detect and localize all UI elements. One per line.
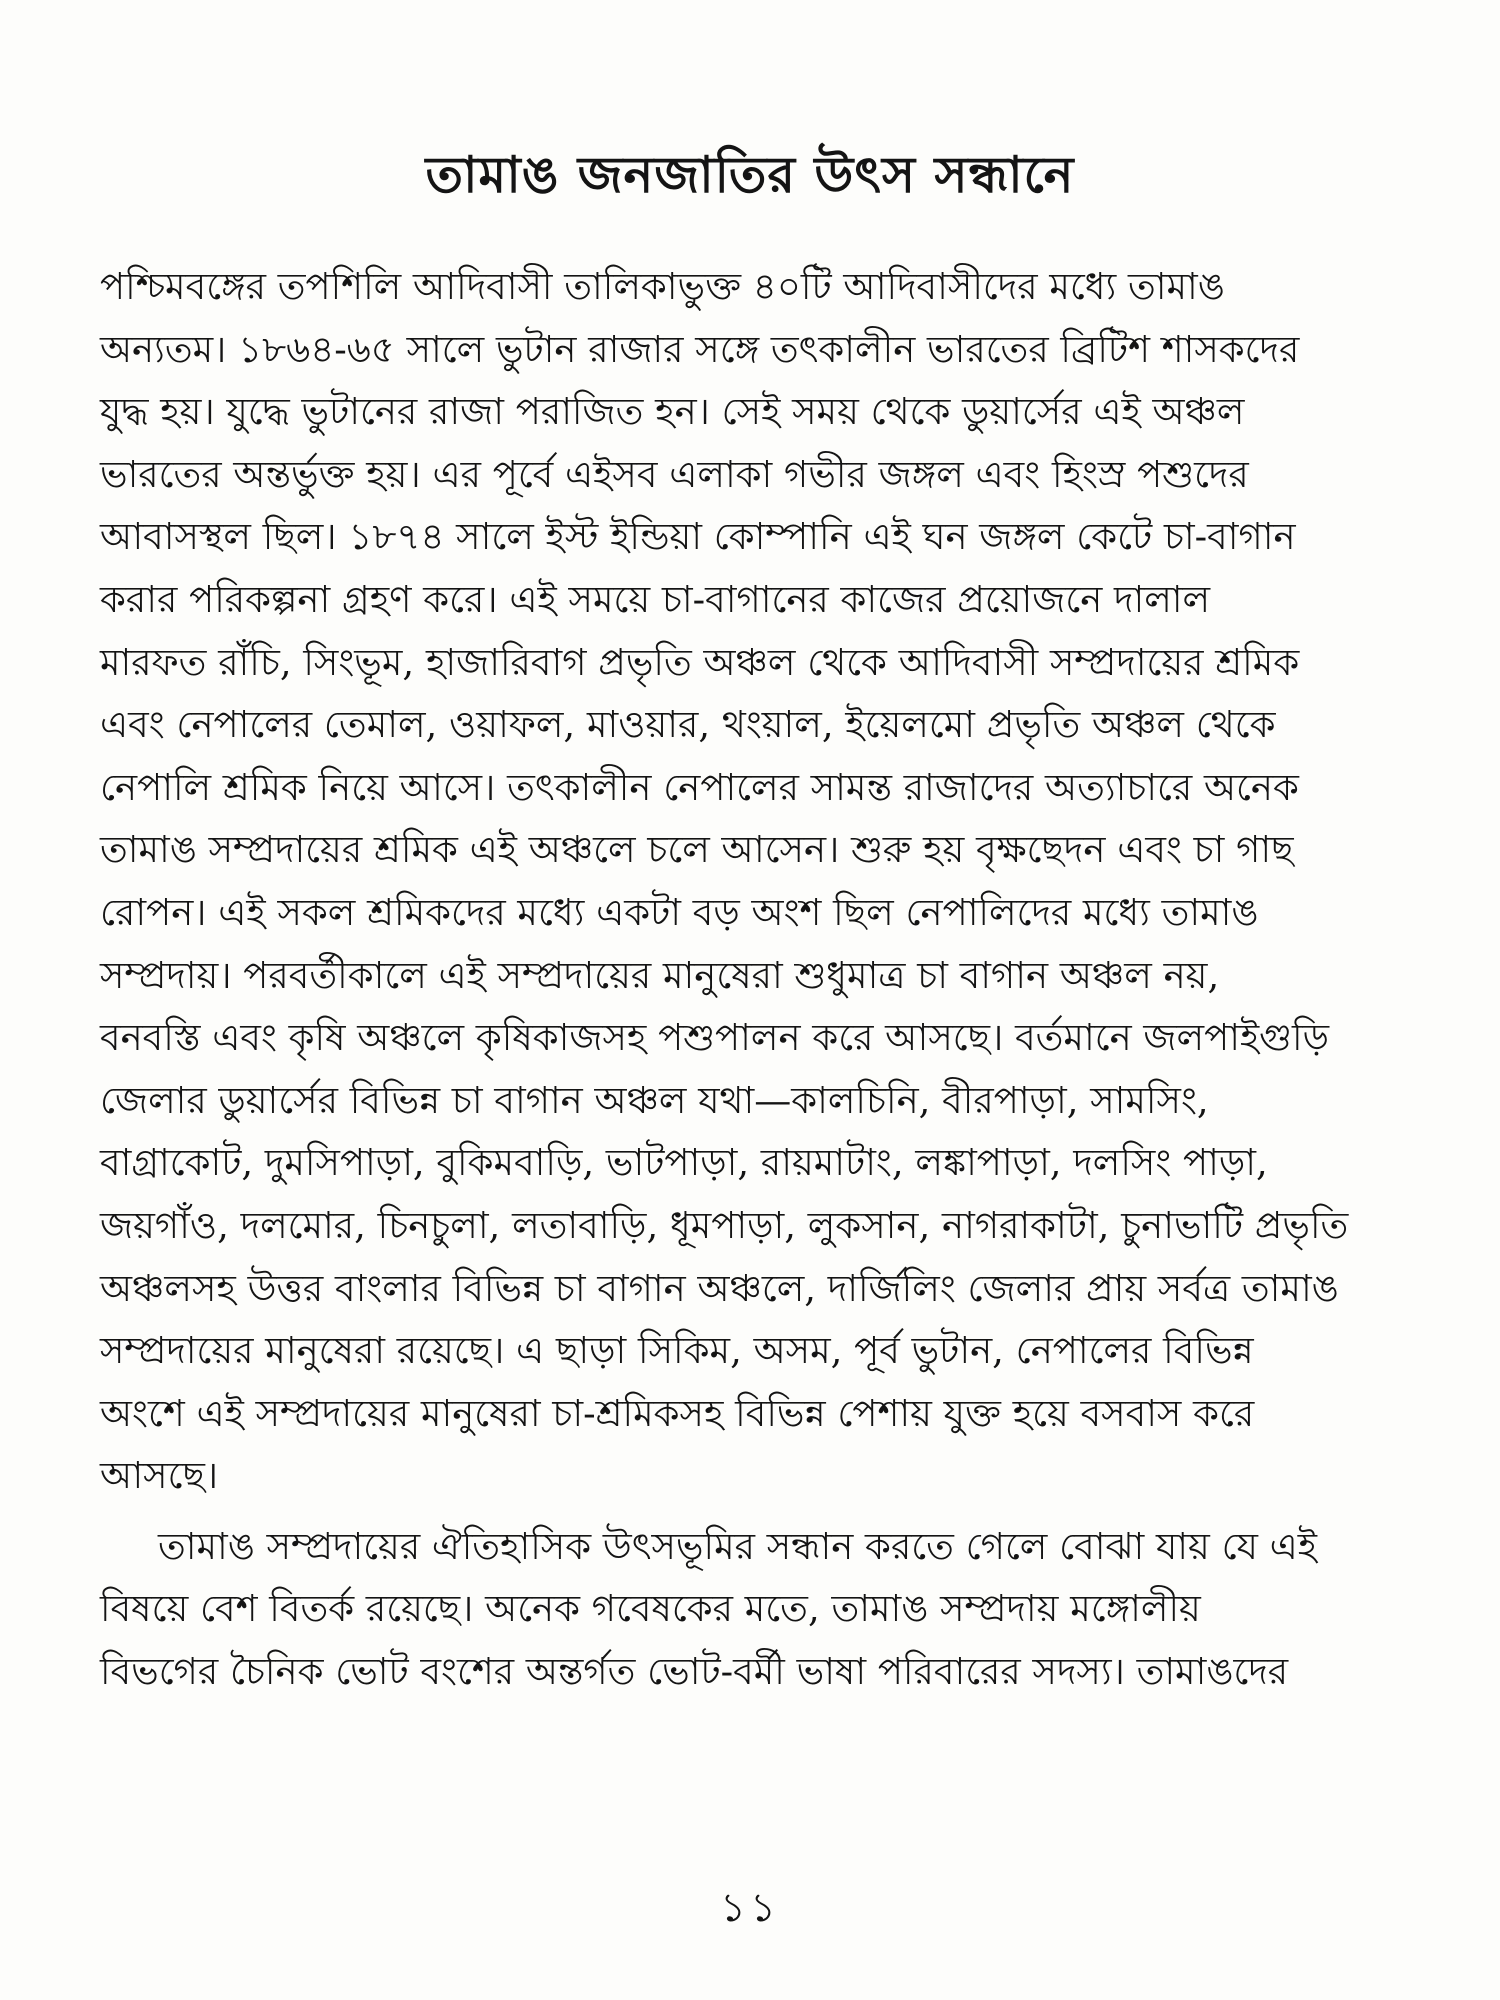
page-number: ১১	[720, 1885, 780, 1931]
paragraph-1: পশ্চিমবঙ্গের তপশিলি আদিবাসী তালিকাভুক্ত ৪০টি আদিবাসীদের মধ্যে তামাঙ অন্যতম। ১৮৬৪-৬৫ সালে ভুটান রাজার সঙ্গে তৎকালীন ভারতের ব্রিটিশ শাসকদের যুদ্ধ হয়। যুদ্ধে ভুটানের রাজা পরাজিত হন। সেই সময় থেকে ডুয়ার্সের এই অঞ্চল ভারতের অন্তর্ভুক্ত হয়। এর পূর্বে এইসব এলাকা গভীর জঙ্গল এবং হিংস্র পশুদের আবাসস্থল ছিল। ১৮৭৪ সালে ইস্ট ইন্ডিয়া কোম্পানি এই ঘন জঙ্গল কেটে চা-বাগান করার পরিকল্পনা গ্রহণ করে। এই সময়ে চা-বাগানের কাজের প্রয়োজনে দালাল মারফত রাঁচি, সিংভূম, হাজারিবাগ প্রভৃতি অঞ্চল থেকে আদিবাসী সম্প্রদায়ের শ্রমিক এবং নেপালের তেমাল, ওয়াফল, মাওয়ার, থংয়াল, ইয়েলমো প্রভৃতি অঞ্চল থেকে নেপালি শ্রমিক নিয়ে আসে। তৎকালীন নেপালের সামন্ত রাজাদের অত্যাচারে অনেক তামাঙ সম্প্রদায়ের শ্রমিক এই অঞ্চলে চলে আসেন। শুরু হয় বৃক্ষছেদন এবং চা গাছ রোপন। এই সকল শ্রমিকদের মধ্যে একটা বড় অংশ ছিল নেপালিদের মধ্যে তামাঙ সম্প্রদায়। পরবর্তীকালে এই সম্প্রদায়ের মানুষেরা শুধুমাত্র চা বাগান অঞ্চল নয়, বনবস্তি এবং কৃষি অঞ্চলে কৃষিকাজসহ পশুপালন করে আসছে। বর্তমানে জলপাইগুড়ি জেলার ডুয়ার্সের বিভিন্ন চা বাগান অঞ্চল যথা—কালচিনি, বীরপাড়া, সামসিং, বাগ্রাকোট, দুমসিপাড়া, বুকিমবাড়ি, ভাটপাড়া, রায়মাটাং, লঙ্কাপাড়া, দলসিং পাড়া, জয়গাঁও, দলমোর, চিনচুলা, লতাবাড়ি, ধূমপাড়া, লুকসান, নাগরাকাটা, চুনাভাটি প্রভৃতি অঞ্চলসহ উত্তর বাংলার বিভিন্ন চা বাগান অঞ্চলে, দার্জিলিং জেলার প্রায় সর্বত্র তামাঙ সম্প্রদায়ের মানুষেরা রয়েছে। এ ছাড়া সিকিম, অসম, পূর্ব ভুটান, নেপালের বিভিন্ন অংশে এই সম্প্রদায়ের মানুষেরা চা-শ্রমিকসহ বিভিন্ন পেশায় যুক্ত হয়ে বসবাস করে আসছে।	[100, 265, 1349, 1498]
paragraph-2: তামাঙ সম্প্রদায়ের ঐতিহাসিক উৎসভূমির সন্ধান করতে গেলে বোঝা যায় যে এই বিষয়ে বেশ বিতর্ক রয়েছে। অনেক গবেষকের মতে, তামাঙ সম্প্রদায় মঙ্গোলীয় বিভগের চৈনিক ভোট বংশের অন্তর্গত ভোট-বর্মী ভাষা পরিবারের সদস্য। তামাঙদের	[100, 1524, 1318, 1694]
body-text	[100, 256, 1400, 1704]
chapter-title: তামাঙ জনজাতির উৎস সন্ধানে	[425, 145, 1075, 204]
